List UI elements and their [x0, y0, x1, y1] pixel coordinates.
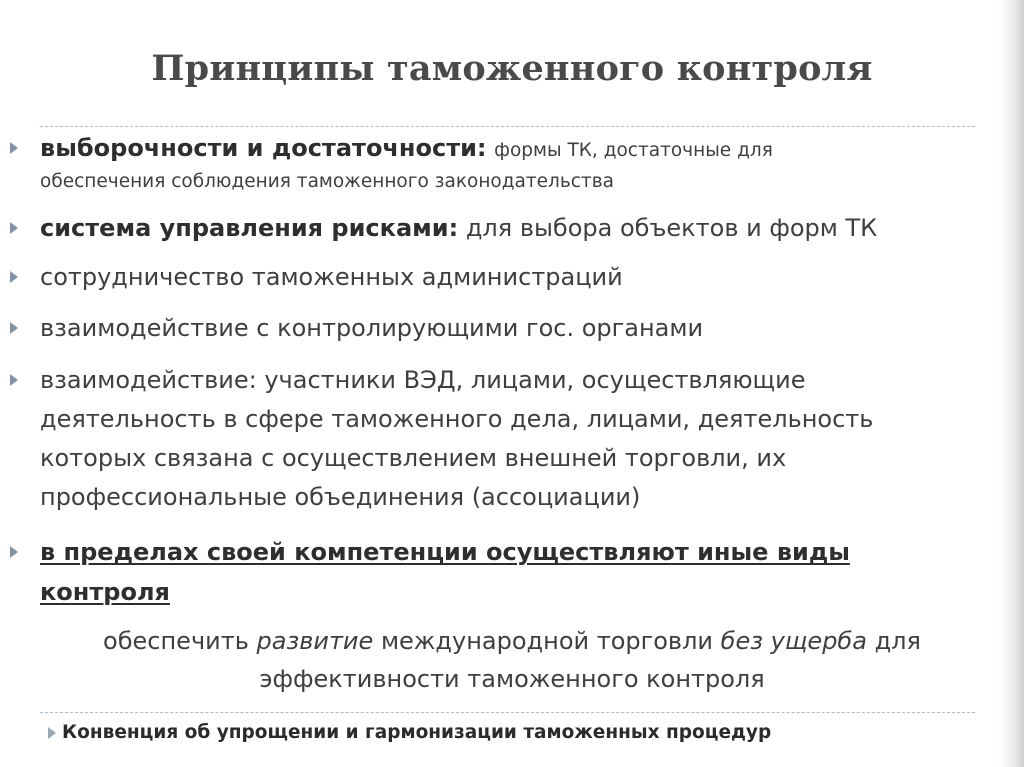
triangle-bullet-icon — [10, 374, 18, 386]
footer-note — [48, 718, 771, 748]
goal-statement — [0, 622, 1024, 698]
slide-title: Принципы таможенного контроля — [151, 48, 873, 89]
triangle-bullet-icon — [48, 727, 56, 739]
triangle-bullet-icon — [10, 222, 18, 234]
triangle-bullet-icon — [10, 142, 18, 154]
item-bold: система управления рисками: — [40, 214, 459, 242]
item-text-line2: обеспечения соблюдения таможенного законодательства — [40, 171, 614, 192]
goal-italic2: без ущерба — [720, 627, 867, 655]
item-text-line2 — [40, 574, 985, 611]
item-text-line1: взаимодействие: участники ВЭД, лицами, осуществляющие — [40, 366, 806, 394]
item-bold: выборочности и достаточности: — [40, 134, 487, 162]
goal-italic1: развитие — [256, 627, 374, 655]
goal-part1: обеспечить — [103, 627, 249, 655]
goal-line2: эффективности таможенного контроля — [259, 665, 765, 693]
triangle-bullet-icon — [10, 322, 18, 334]
item-text-line2: деятельность в сфере таможенного дела, лицами, деятельность — [40, 405, 874, 433]
item-bold-underlined: в пределах своей компетенции осуществляют иные виды — [40, 538, 850, 566]
item-text-line1 — [40, 534, 985, 571]
item-text — [40, 210, 985, 247]
goal-line1 — [0, 622, 1024, 660]
item-text-line4: профессиональные объединения (ассоциации) — [40, 483, 641, 511]
goal-part3: для — [874, 627, 921, 655]
item-rest: для выбора объектов и форм ТК — [465, 214, 878, 242]
item-bold-underlined: контроля — [40, 578, 170, 606]
bottom-divider — [40, 712, 975, 713]
triangle-bullet-icon — [10, 546, 18, 558]
item-text: взаимодействие с контролирующими гос. органами — [40, 314, 704, 342]
item-rest: формы ТК, достаточные для — [494, 140, 773, 161]
triangle-bullet-icon — [10, 271, 18, 283]
top-divider — [40, 126, 975, 127]
footer-text: Конвенция об упрощении и гармонизации таможенных процедур — [62, 722, 772, 743]
item-text: сотрудничество таможенных администраций — [40, 263, 623, 291]
item-text-line3: которых связана с осуществлением внешней торговли, их — [40, 444, 787, 472]
goal-part2: международной торговли — [380, 627, 714, 655]
